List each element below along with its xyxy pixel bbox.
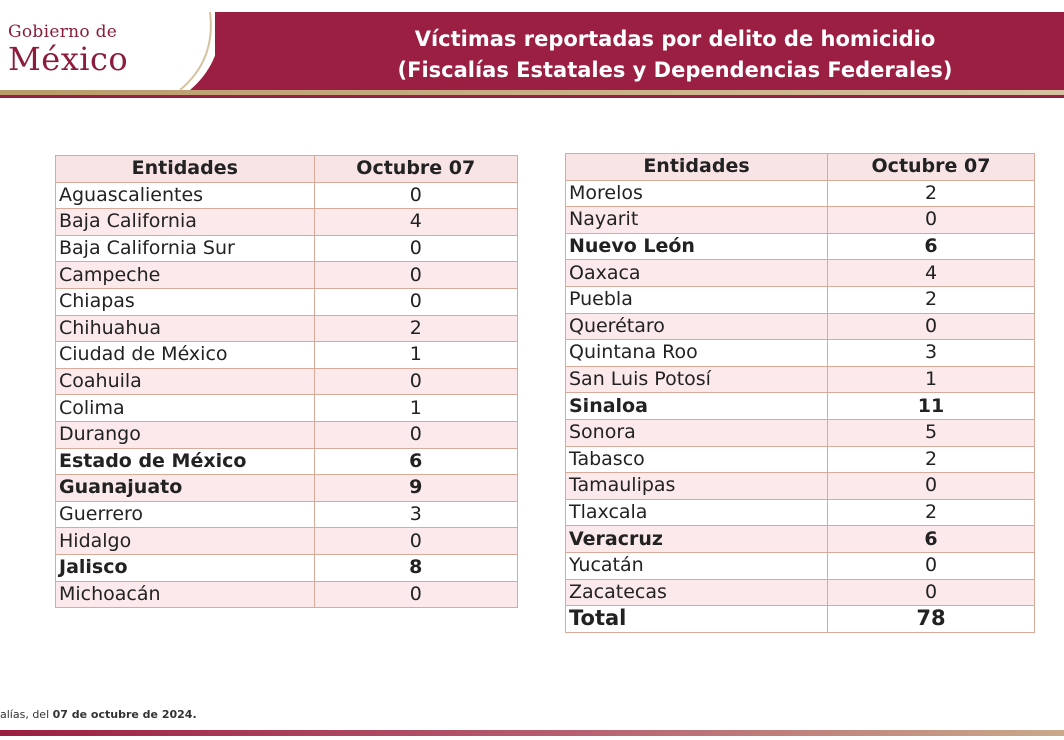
value-cell: 11 xyxy=(828,393,1035,420)
footer-bar xyxy=(0,730,1064,736)
table-header-row xyxy=(56,156,518,183)
value-cell: 0 xyxy=(314,288,517,315)
value-cell: 0 xyxy=(314,421,517,448)
entity-cell: Chiapas xyxy=(56,288,315,315)
table-row xyxy=(56,262,518,289)
entity-cell: Durango xyxy=(56,421,315,448)
table-row xyxy=(56,288,518,315)
table-row xyxy=(56,554,518,581)
header-maroon-stripe xyxy=(0,95,1064,98)
value-cell: 0 xyxy=(314,528,517,555)
value-cell: 0 xyxy=(828,579,1035,606)
table-row xyxy=(566,180,1035,207)
value-cell: 1 xyxy=(828,366,1035,393)
value-cell: 0 xyxy=(828,313,1035,340)
table-row xyxy=(56,235,518,262)
source-date: 07 de octubre de 2024. xyxy=(52,708,197,721)
entity-cell: Quintana Roo xyxy=(566,340,828,367)
source-prefix: alías, del xyxy=(0,708,53,721)
table-row xyxy=(566,366,1035,393)
col-header-entity: Entidades xyxy=(566,154,828,181)
value-cell: 3 xyxy=(828,340,1035,367)
header xyxy=(0,0,1064,100)
entity-cell: Zacatecas xyxy=(566,579,828,606)
page-title xyxy=(300,24,1050,86)
title-line-1: Víctimas reportadas por delito de homicidio xyxy=(414,27,936,51)
value-cell: 1 xyxy=(314,342,517,369)
value-cell: 2 xyxy=(828,446,1035,473)
table-row xyxy=(56,501,518,528)
value-cell: 0 xyxy=(314,235,517,262)
table-row xyxy=(566,499,1035,526)
entity-cell: Ciudad de México xyxy=(56,342,315,369)
table-row xyxy=(566,419,1035,446)
value-cell: 0 xyxy=(314,581,517,608)
entity-cell: San Luis Potosí xyxy=(566,366,828,393)
entity-cell: Hidalgo xyxy=(56,528,315,555)
table-row xyxy=(566,207,1035,234)
entity-cell: Sinaloa xyxy=(566,393,828,420)
entity-cell: Campeche xyxy=(56,262,315,289)
total-label: Total xyxy=(566,606,828,633)
col-header-date: Octubre 07 xyxy=(314,156,517,183)
value-cell: 3 xyxy=(314,501,517,528)
table-row xyxy=(56,395,518,422)
logo-top-text: Gobierno de xyxy=(8,22,118,42)
table-row xyxy=(56,448,518,475)
col-header-entity: Entidades xyxy=(56,156,315,183)
title-line-2: (Fiscalías Estatales y Dependencias Federales) xyxy=(397,58,953,82)
value-cell: 6 xyxy=(828,526,1035,553)
value-cell: 0 xyxy=(314,262,517,289)
gobierno-mexico-logo xyxy=(8,22,129,78)
logo-main-text: México xyxy=(8,40,129,78)
entity-cell: Jalisco xyxy=(56,554,315,581)
entity-cell: Baja California Sur xyxy=(56,235,315,262)
entity-cell: Sonora xyxy=(566,419,828,446)
entity-cell: Guanajuato xyxy=(56,475,315,502)
table-row xyxy=(566,260,1035,287)
col-header-date: Octubre 07 xyxy=(828,154,1035,181)
value-cell: 0 xyxy=(828,207,1035,234)
table-row xyxy=(566,340,1035,367)
value-cell: 2 xyxy=(828,180,1035,207)
entity-cell: Morelos xyxy=(566,180,828,207)
entity-cell: Tamaulipas xyxy=(566,473,828,500)
entity-cell: Michoacán xyxy=(56,581,315,608)
value-cell: 2 xyxy=(828,286,1035,313)
entity-cell: Estado de México xyxy=(56,448,315,475)
table-left xyxy=(55,155,518,608)
entity-cell: Oaxaca xyxy=(566,260,828,287)
table-row xyxy=(56,581,518,608)
value-cell: 4 xyxy=(314,209,517,236)
table-row xyxy=(566,233,1035,260)
value-cell: 0 xyxy=(828,552,1035,579)
table-row xyxy=(56,421,518,448)
entity-cell: Coahuila xyxy=(56,368,315,395)
total-value: 78 xyxy=(828,606,1035,633)
entity-cell: Puebla xyxy=(566,286,828,313)
entity-cell: Baja California xyxy=(56,209,315,236)
table-row xyxy=(56,182,518,209)
value-cell: 2 xyxy=(314,315,517,342)
table-row xyxy=(56,209,518,236)
value-cell: 0 xyxy=(828,473,1035,500)
table-row xyxy=(566,526,1035,553)
value-cell: 6 xyxy=(828,233,1035,260)
entity-cell: Veracruz xyxy=(566,526,828,553)
value-cell: 2 xyxy=(828,499,1035,526)
entity-cell: Aguascalientes xyxy=(56,182,315,209)
value-cell: 0 xyxy=(314,368,517,395)
entity-cell: Colima xyxy=(56,395,315,422)
entity-cell: Tabasco xyxy=(566,446,828,473)
table-row xyxy=(566,313,1035,340)
table-row xyxy=(56,368,518,395)
entity-cell: Querétaro xyxy=(566,313,828,340)
value-cell: 4 xyxy=(828,260,1035,287)
table-row xyxy=(566,286,1035,313)
value-cell: 6 xyxy=(314,448,517,475)
table-row xyxy=(56,315,518,342)
entity-cell: Guerrero xyxy=(56,501,315,528)
value-cell: 0 xyxy=(314,182,517,209)
value-cell: 5 xyxy=(828,419,1035,446)
value-cell: 1 xyxy=(314,395,517,422)
value-cell: 8 xyxy=(314,554,517,581)
table-row xyxy=(56,342,518,369)
table-row xyxy=(56,475,518,502)
entity-cell: Nayarit xyxy=(566,207,828,234)
table-row xyxy=(566,552,1035,579)
table-header-row xyxy=(566,154,1035,181)
source-note xyxy=(0,708,197,721)
table-row xyxy=(566,446,1035,473)
entity-cell: Yucatán xyxy=(566,552,828,579)
table-row xyxy=(566,473,1035,500)
total-row xyxy=(566,606,1035,633)
entity-cell: Nuevo León xyxy=(566,233,828,260)
entity-cell: Tlaxcala xyxy=(566,499,828,526)
entity-cell: Chihuahua xyxy=(56,315,315,342)
value-cell: 9 xyxy=(314,475,517,502)
table-row xyxy=(566,393,1035,420)
table-row xyxy=(56,528,518,555)
table-row xyxy=(566,579,1035,606)
table-right xyxy=(565,153,1035,633)
